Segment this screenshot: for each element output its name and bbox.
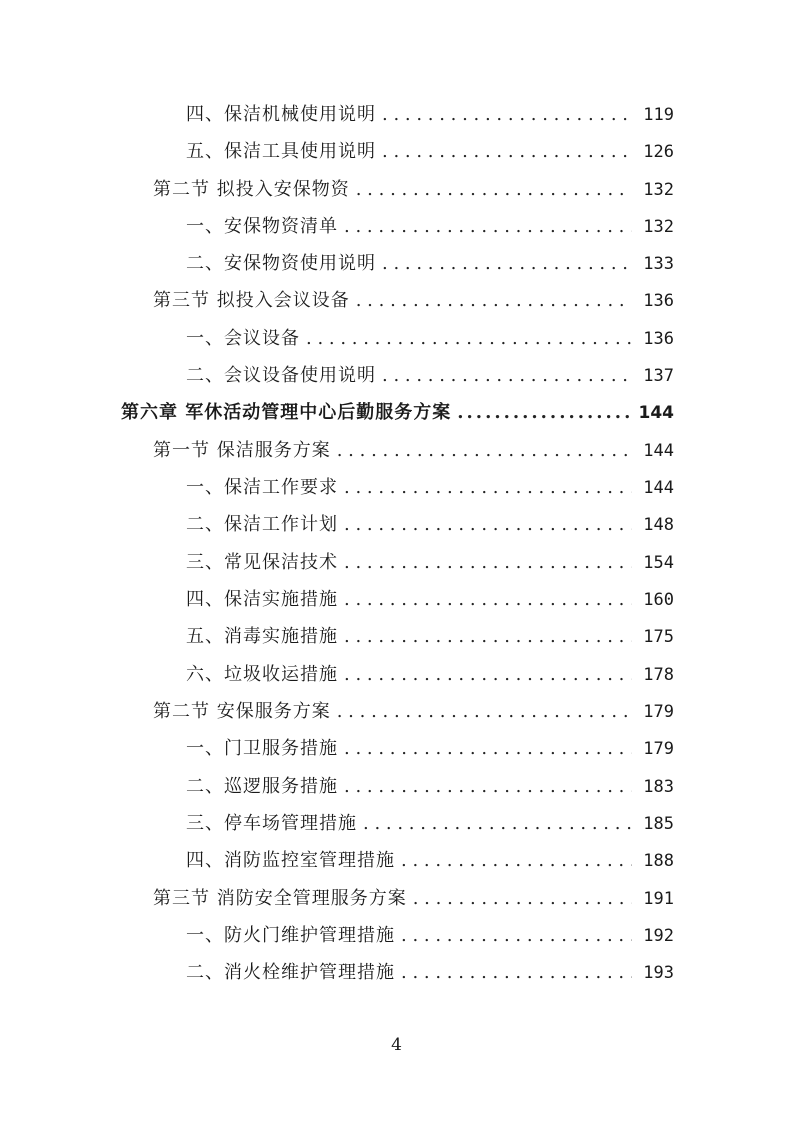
- toc-entry-page: 133: [643, 254, 674, 274]
- toc-entry[interactable]: [186, 249, 674, 286]
- toc-entry[interactable]: [186, 660, 674, 697]
- toc-dot-leader: [306, 328, 632, 349]
- toc-entry-page: 132: [643, 217, 674, 237]
- toc-entry[interactable]: [186, 772, 674, 809]
- toc-entry[interactable]: [186, 585, 674, 622]
- toc-dot-leader: [382, 253, 632, 274]
- toc-entry[interactable]: [186, 846, 674, 883]
- toc-entry-title: 四、保洁实施措施: [186, 589, 338, 610]
- toc-entry-page: 148: [643, 515, 674, 535]
- toc-dot-leader: [344, 477, 632, 498]
- toc-entry-title: 四、消防监控室管理措施: [186, 850, 395, 871]
- page-number: 4: [391, 1035, 402, 1055]
- toc-entry-title: 五、保洁工具使用说明: [186, 141, 376, 162]
- toc-entry-title: 一、会议设备: [186, 328, 300, 349]
- toc-dot-leader: [337, 440, 632, 461]
- toc-entry-title: 一、防火门维护管理措施: [186, 925, 395, 946]
- toc-entry-page: 136: [643, 329, 674, 349]
- toc-entry-title: 第一节 保洁服务方案: [153, 440, 331, 461]
- toc-entry-page: 137: [643, 366, 674, 386]
- toc-entry-page: 154: [643, 553, 674, 573]
- toc-entry-page: 183: [643, 777, 674, 797]
- toc-entry[interactable]: [186, 100, 674, 137]
- toc-dot-leader: [344, 776, 632, 797]
- toc-entry[interactable]: [186, 622, 674, 659]
- toc-entry-title: 一、安保物资清单: [186, 216, 338, 237]
- toc-entry-page: 185: [643, 814, 674, 834]
- toc-entry-page: 160: [643, 590, 674, 610]
- toc-entry[interactable]: [186, 548, 674, 585]
- toc-dot-leader: [401, 850, 632, 871]
- toc-entry-title: 第三节 消防安全管理服务方案: [153, 888, 407, 909]
- toc-entry-page: 119: [643, 105, 674, 125]
- toc-entry-page: 178: [643, 665, 674, 685]
- toc-entry[interactable]: [186, 958, 674, 995]
- toc-entry[interactable]: [153, 286, 674, 323]
- toc-entry-page: 179: [643, 702, 674, 722]
- toc-entry-title: 第二节 安保服务方案: [153, 701, 331, 722]
- toc-dot-leader: [457, 402, 630, 423]
- toc-entry-title: 二、保洁工作计划: [186, 514, 338, 535]
- toc-entry-page: 193: [643, 963, 674, 983]
- toc-entry-title: 第三节 拟投入会议设备: [153, 290, 350, 311]
- toc-dot-leader: [344, 552, 632, 573]
- toc-entry-title: 第二节 拟投入安保物资: [153, 179, 350, 200]
- toc-dot-leader: [401, 962, 632, 983]
- toc-entry[interactable]: [186, 137, 674, 174]
- toc-entry-title: 三、停车场管理措施: [186, 813, 357, 834]
- toc-chapter-entry[interactable]: [121, 398, 674, 435]
- toc-dot-leader: [356, 290, 632, 311]
- toc-entry-title: 三、常见保洁技术: [186, 552, 338, 573]
- toc-entry[interactable]: [153, 697, 674, 734]
- toc-entry-page: 144: [643, 441, 674, 461]
- toc-entry-title: 二、安保物资使用说明: [186, 253, 376, 274]
- toc-dot-leader: [344, 514, 632, 535]
- toc-entry-page: 132: [643, 180, 674, 200]
- toc-entry-page: 192: [643, 926, 674, 946]
- toc-entry[interactable]: [186, 473, 674, 510]
- toc-entry-page: 136: [643, 291, 674, 311]
- toc-dot-leader: [356, 179, 632, 200]
- toc-entry-title: 六、垃圾收运措施: [186, 664, 338, 685]
- toc-entry[interactable]: [186, 324, 674, 361]
- toc-entry[interactable]: [186, 809, 674, 846]
- toc-entry-title: 五、消毒实施措施: [186, 626, 338, 647]
- toc-dot-leader: [363, 813, 632, 834]
- toc-entry-title: 二、会议设备使用说明: [186, 365, 376, 386]
- toc-dot-leader: [382, 141, 632, 162]
- toc-dot-leader: [413, 888, 632, 909]
- toc-dot-leader: [344, 664, 632, 685]
- toc-entry-title: 一、保洁工作要求: [186, 477, 338, 498]
- toc-entry[interactable]: [186, 212, 674, 249]
- toc-entry[interactable]: [186, 361, 674, 398]
- toc-entry-page: 144: [638, 403, 674, 423]
- toc-entry[interactable]: [186, 510, 674, 547]
- toc-entry[interactable]: [186, 734, 674, 771]
- toc-entry-title: 第六章 军休活动管理中心后勤服务方案: [121, 402, 452, 423]
- toc-entry[interactable]: [153, 884, 674, 921]
- toc-dot-leader: [344, 738, 632, 759]
- toc-entry-page: 175: [643, 627, 674, 647]
- toc-entry-title: 二、消火栓维护管理措施: [186, 962, 395, 983]
- toc-entry[interactable]: [186, 921, 674, 958]
- toc-entry-title: 四、保洁机械使用说明: [186, 104, 376, 125]
- toc-entry[interactable]: [153, 436, 674, 473]
- toc-dot-leader: [344, 589, 632, 610]
- toc-entry-page: 144: [643, 478, 674, 498]
- toc-dot-leader: [382, 365, 632, 386]
- toc-dot-leader: [382, 104, 632, 125]
- toc-dot-leader: [344, 216, 632, 237]
- toc-dot-leader: [344, 626, 632, 647]
- toc-entry-page: 188: [643, 851, 674, 871]
- toc-entry[interactable]: [153, 175, 674, 212]
- toc-entry-title: 一、门卫服务措施: [186, 738, 338, 759]
- toc-entry-page: 126: [643, 142, 674, 162]
- toc-entry-page: 191: [643, 889, 674, 909]
- toc-dot-leader: [401, 925, 632, 946]
- toc-entry-title: 二、巡逻服务措施: [186, 776, 338, 797]
- toc-entry-page: 179: [643, 739, 674, 759]
- toc-dot-leader: [337, 701, 632, 722]
